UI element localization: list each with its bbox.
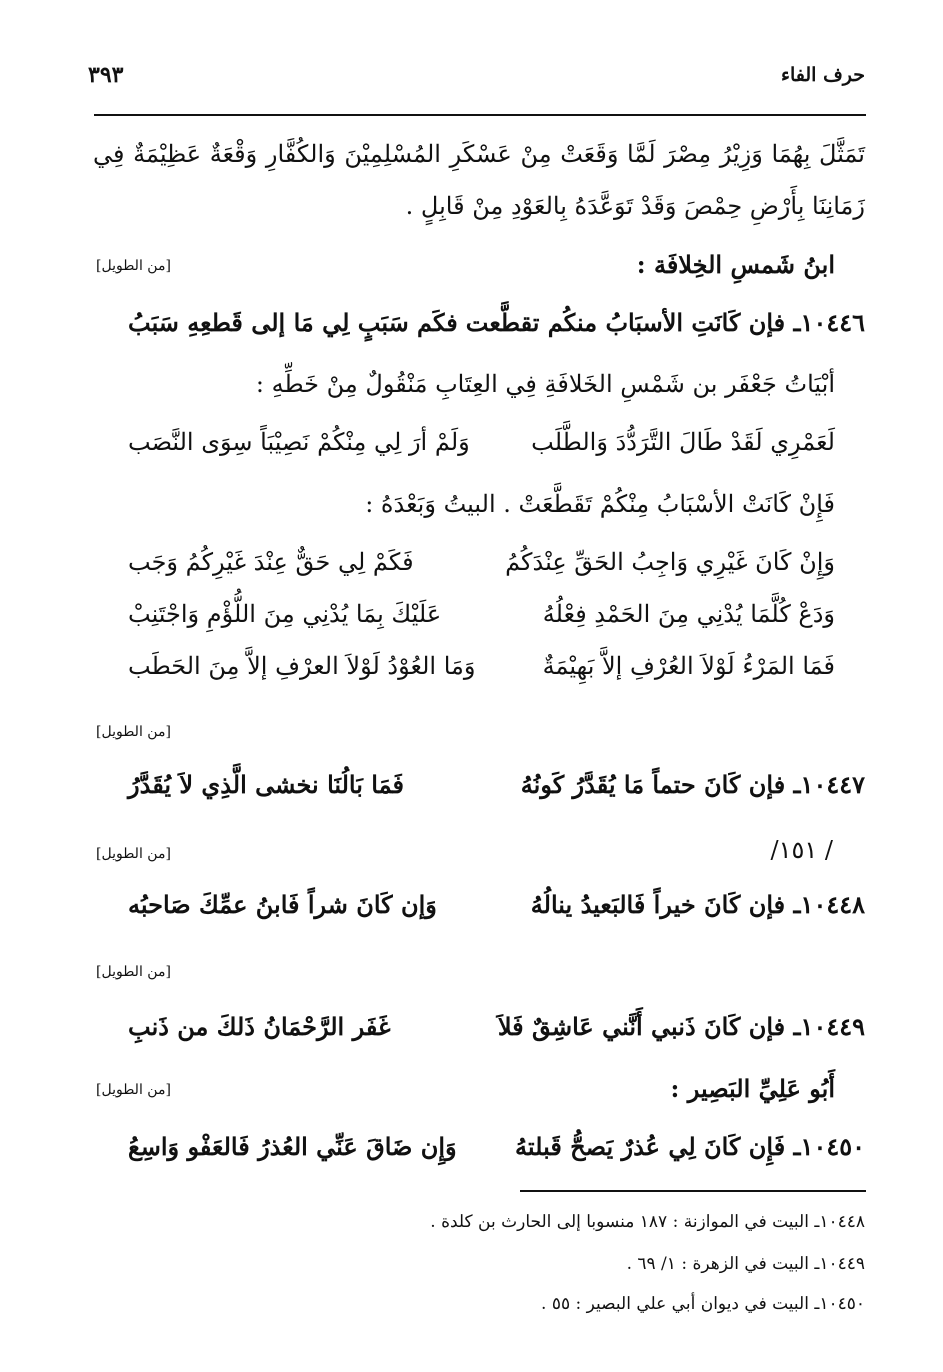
running-header-title: حرف الفاء [781, 64, 865, 86]
meter-label: [من الطويل] [96, 964, 171, 980]
meter-label: [من الطويل] [96, 846, 171, 862]
page-number: ٣٩٣ [88, 62, 124, 88]
header-rule [94, 114, 866, 116]
paragraph-line: تَمَثَّلَ بِهُمَا وَزِيْرُ مِصْرَ لَمَّا وَقَعَتْ مِنْ عَسْكَرِ المُسْلِمِيْنَ وَالكُفَّارِ وَقْعَةٌ عَظِيْمَةٌ فِي [93, 140, 865, 168]
verse-hemistich-first: ١٠٤٤٩ـ فإن كَانَ ذَنبي أَنَّني عَاشِقٌ فَلاَ [497, 1012, 865, 1041]
prose-note: فَإِنْ كَانَتْ الأسْبَابُ مِنْكُمْ تَقَطَّعَتْ . البيتُ وَبَعْدَهُ : [365, 490, 835, 518]
verse-hemistich-second: عَلَيْكَ بِمَا يُدْنِي مِنَ اللُّؤْمِ وَاجْتَنِبْ [128, 600, 442, 628]
footnote: ١٠٤٤٨ـ البيت في الموازنة : ١٨٧ منسوبا إلى الحارث بن كلدة . [430, 1212, 865, 1232]
poet-name: أَبُو عَلِيِّ البَصِير : [670, 1074, 835, 1103]
verse-hemistich-first: ١٠٤٤٦ـ فإن كَانَتِ الأسبَابُ منكُم تقطَّعت [465, 308, 865, 337]
verse-hemistich-first: ١٠٤٥٠ـ فَإِن كَانَ لِي عُذرٌ يَصحُّ قَبلتهُ [515, 1132, 865, 1161]
poet-name: ابنُ شَمسِ الخِلافَة : [636, 250, 835, 279]
footnote: ١٠٤٥٠ـ البيت في ديوان أبي علي البصير : ٥٥ . [541, 1294, 865, 1314]
verse-hemistich-second: وَمَا العُوْدُ لَوْلاَ العرْفِ إلاَّ مِنَ الحَطَب [128, 652, 476, 680]
verse-hemistich-second: وَإن كَانَ شراً فَابنُ عمِّكَ صَاحبُه [128, 890, 437, 919]
verse-hemistich-first: فَمَا المَرْءُ لَوْلاَ العُرْفِ إلاَّ بَهِيْمَةٌ [542, 652, 835, 680]
verse-hemistich-first: ١٠٤٤٨ـ فإن كَانَ خيراً فَالبَعيدُ ينالُهُ [530, 890, 865, 919]
verse-hemistich-first: ١٠٤٤٧ـ فإن كَانَ حتماً مَا يُقَدَّرُ كَونُهُ [520, 770, 865, 799]
verse-hemistich-first: وَإِنْ كَانَ غَيْرِي وَاجِبُ الحَقِّ عِنْدَكُمُ [505, 548, 835, 576]
verse-hemistich-second: فَكَمْ لِي حَقٌّ عِنْدَ غَيْرِكُمُ وَجَب [128, 548, 414, 576]
verse-hemistich-first: لَعَمْرِي لَقَدْ طَالَ التَّرَدُّدَ وَالطَّلَب [531, 428, 835, 456]
folio-marker: / ١٥١/ [770, 836, 833, 864]
verse-hemistich-second: وَإِن ضَاقَ عَنِّي العُذرُ فَالعَفْو وَاسِعُ [128, 1132, 457, 1161]
verse-hemistich-first: وَدَعْ كُلَّمَا يُدْنِي مِنَ الحَمْدِ فِعْلُهُ [542, 600, 835, 628]
prose-note: أبْيَاتُ جَعْفَر بن شَمْسِ الخَلافَةِ فِي العِتَابِ مَنْقُولٌ مِنْ خَطِّهِ : [255, 370, 835, 398]
footnote: ١٠٤٤٩ـ البيت في الزهرة : ١/ ٦٩ . [626, 1254, 865, 1274]
meter-label: [من الطويل] [96, 1082, 171, 1098]
verse-hemistich-second: غَفَر الرَّحْمَانُ ذَلكَ من ذَنبِ [128, 1012, 391, 1041]
verse-hemistich-second: فكَم سَبَبٍ لِي مَا إلى قَطعِهِ سَبَبُ [128, 308, 458, 337]
meter-label: [من الطويل] [96, 258, 171, 274]
verse-hemistich-second: وَلَمْ أرَ لِي مِنْكُمْ نَصِيْبَاً سِوَى النَّصَب [128, 428, 470, 456]
paragraph-line: زَمَانِنَا بِأَرْضِ حِمْصَ وَقَدْ تَوَعَّدَهُ بِالعَوْدِ مِنْ قَابِلٍ . [405, 192, 865, 220]
verse-hemistich-second: فَمَا بَالُنَا نخشى الَّذِي لاَ يُقَدَّرُ [128, 770, 404, 799]
meter-label: [من الطويل] [96, 724, 171, 740]
footnote-rule [520, 1190, 866, 1192]
